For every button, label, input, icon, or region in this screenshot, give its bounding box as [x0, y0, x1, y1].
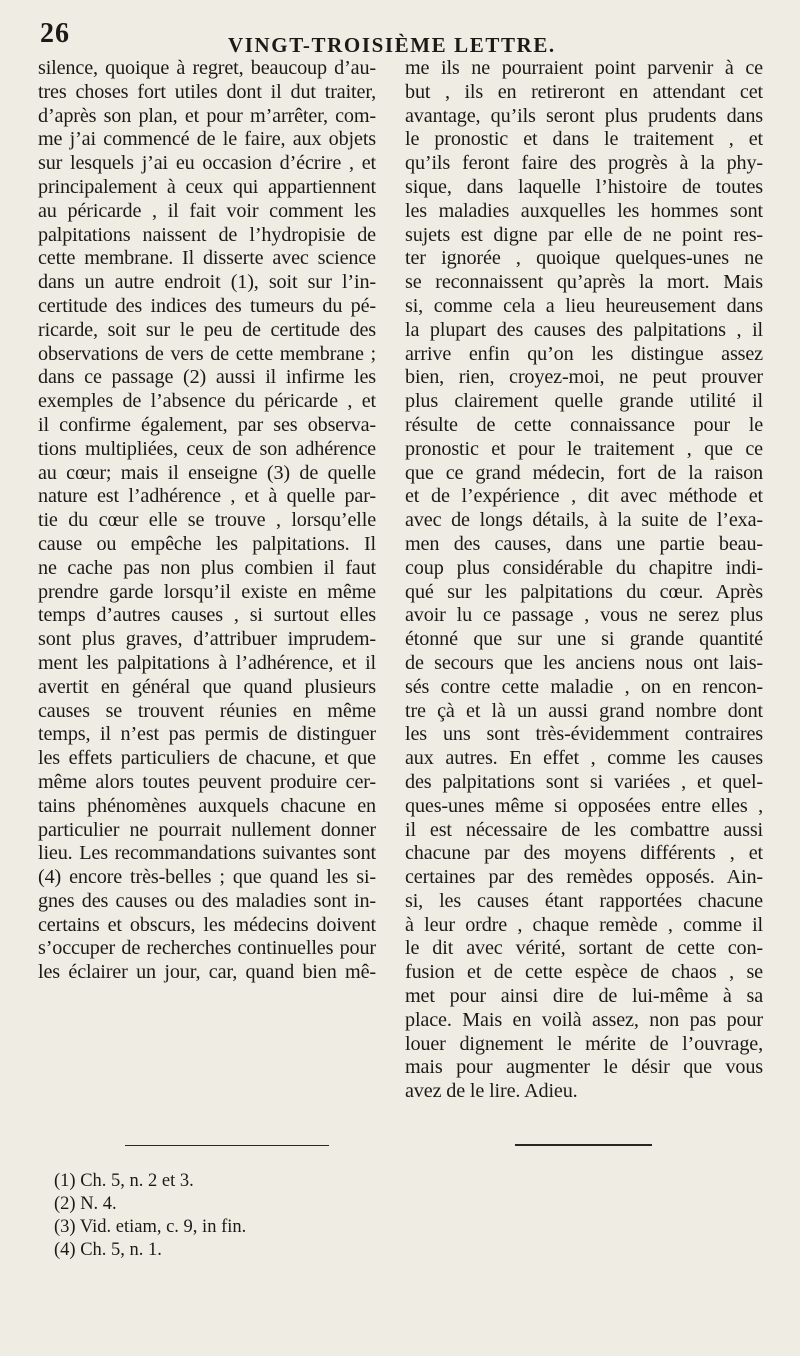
text-line: avantage, qu’ils seront plus prudents dans	[405, 104, 763, 127]
text-line: avoir lu ce passage , vous ne serez plus	[405, 604, 763, 627]
text-line: causes se trouvent réunies en même	[38, 699, 376, 722]
text-line: principalement à ceux qui appartiennent	[38, 175, 376, 198]
text-line: sique, dans laquelle l’histoire de toutes	[405, 175, 763, 198]
footnotes	[54, 1170, 246, 1262]
text-line: avez de le lire. Adieu.	[405, 1080, 578, 1103]
right-column	[405, 57, 763, 1104]
text-line: si, les causes étant rapportées chacune	[405, 889, 763, 912]
text-line: il confirme également, par ses observa-	[38, 413, 376, 436]
text-line: palpitations naissent de l’hydropisie de	[38, 223, 376, 246]
footnote: (1) Ch. 5, n. 2 et 3.	[54, 1171, 194, 1191]
text-line: de secours que les anciens nous ont lais-	[405, 651, 763, 674]
text-line: qué sur les palpitations du cœur. Après	[405, 580, 763, 603]
text-line: prendre garde lorsqu’il existe en même	[38, 580, 376, 603]
text-line: gnes des causes ou des maladies sont in-	[38, 889, 376, 912]
text-line: me ils ne pourraient point parvenir à ce	[405, 57, 763, 79]
text-line: à leur ordre , chaque remède , comme il	[405, 913, 763, 936]
text-line: cette membrane. Il disserte avec science	[38, 247, 376, 270]
text-line: temps, il n’est pas permis de distinguer	[38, 723, 376, 746]
text-line: certains et obscurs, les médecins doivent	[38, 913, 376, 936]
text-line: ricarde, soit sur le peu de certitude des	[38, 318, 376, 341]
text-line: ne cache pas non plus combien il faut	[38, 556, 376, 579]
text-line: ment les palpitations à l’adhérence, et il	[38, 651, 376, 674]
running-title: VINGT-TROISIÈME LETTRE.	[228, 33, 556, 57]
text-line: but , ils en retireront en attendant cet	[405, 80, 763, 103]
text-line: et de l’expérience , dit avec méthode et	[405, 485, 763, 508]
text-line: même alors toutes peuvent produire cer-	[38, 770, 376, 793]
text-line: le dit avec vérité, sortant de cette con-	[405, 937, 763, 960]
text-line: coup plus considérable du chapitre indi-	[405, 556, 763, 579]
text-line: fusion et de cette espèce de chaos , se	[405, 961, 763, 984]
text-line: sujets est digne par elle de ne point res-	[405, 223, 763, 246]
text-line: les uns sont très-évidemment contraires	[405, 723, 763, 746]
text-line: nature est l’adhérence , et à quelle par-	[38, 485, 376, 508]
text-line: certaines par des remèdes opposés. Ain-	[405, 866, 763, 889]
text-line: ter ignorée , quoique quelques-unes ne	[405, 247, 763, 270]
text-line: tions multipliées, ceux de son adhérence	[38, 437, 376, 460]
text-line: silence, quoique à regret, beaucoup d’au-	[38, 57, 376, 79]
text-line: men des causes, dans une partie beau-	[405, 532, 763, 555]
text-line: ques-unes même si opposées entre elles ,	[405, 794, 763, 817]
footnote: (3) Vid. etiam, c. 9, in fin.	[54, 1217, 247, 1237]
text-line: plus clairement quelle grande utilité il	[405, 390, 763, 413]
text-line: dans un autre endroit (1), soit sur l’in-	[38, 271, 376, 294]
text-line: s’occuper de recherches continuelles pour	[38, 937, 376, 960]
text-line: place. Mais en voilà assez, non pas pour	[405, 1008, 763, 1031]
text-line: tie du cœur elle se trouve , lorsqu’elle	[38, 509, 376, 532]
text-line: les effets particuliers de chacune, et que	[38, 747, 376, 770]
text-line: sont plus graves, d’attribuer imprudem-	[38, 628, 376, 651]
text-line: si, comme cela a lieu heureusement dans	[405, 294, 763, 317]
text-line: tains phénomènes auxquels chacune en	[38, 794, 376, 817]
text-line: sur lesquels j’ai eu occasion d’écrire , et	[38, 152, 376, 175]
text-line: temps d’autres causes , si surtout elles	[38, 604, 376, 627]
text-line: me j’ai commencé de le faire, aux objets	[38, 128, 376, 151]
footnote: (2) N. 4.	[54, 1194, 117, 1214]
text-line: il est nécessaire de les combattre aussi	[405, 818, 763, 841]
text-line: arrive enfin qu’on les distingue assez	[405, 342, 763, 365]
text-line: dans ce passage (2) aussi il infirme les	[38, 366, 376, 389]
text-line: au péricarde , il fait voir comment les	[38, 199, 376, 222]
text-line: tres choses fort utiles dont il dut traiter,	[38, 80, 376, 103]
footnote: (4) Ch. 5, n. 1.	[54, 1240, 162, 1260]
text-line: louer dignement le mérite de l’ouvrage,	[405, 1032, 763, 1055]
left-column	[38, 57, 376, 985]
text-line: étonné que sur une si grande quantité	[405, 628, 763, 651]
text-line: les maladies auxquelles les hommes sont	[405, 199, 763, 222]
text-line: exemples de l’absence du péricarde , et	[38, 390, 376, 413]
text-line: que ce grand médecin, fort de la raison	[405, 461, 763, 484]
text-line: observations de vers de cette membrane ;	[38, 342, 376, 365]
text-line: avertit en général que quand plusieurs	[38, 675, 376, 698]
text-line: pronostic et pour le traitement , que ce	[405, 437, 763, 460]
text-line: lieu. Les recommandations suivantes sont	[38, 842, 376, 865]
text-line: (4) encore très-belles ; que quand les si-	[38, 866, 376, 889]
text-line: sés contre cette maladie , on en rencon-	[405, 675, 763, 698]
text-line: cause ou empêche les palpitations. Il	[38, 532, 376, 555]
text-line: chacune par des moyens différents , et	[405, 842, 763, 865]
text-line: des palpitations sont si variées , et quel-	[405, 770, 763, 793]
text-line: d’après son plan, et pour m’arrêter, com-	[38, 104, 376, 127]
text-line: se reconnaissent qu’après la mort. Mais	[405, 271, 763, 294]
page-number: 26	[40, 18, 70, 49]
text-line: aux autres. En effet , comme les causes	[405, 747, 763, 770]
footnote-rule	[125, 1145, 329, 1146]
text-line: le pronostic et dans le traitement , et	[405, 128, 763, 151]
text-line: mais pour augmenter le désir que vous	[405, 1056, 763, 1079]
text-line: résulte de cette connaissance pour le	[405, 413, 763, 436]
text-line: au cœur; mais il enseigne (3) de quelle	[38, 461, 376, 484]
text-line: tre çà et là un aussi grand nombre dont	[405, 699, 763, 722]
end-rule	[515, 1144, 652, 1146]
text-line: avec de longs détails, à la suite de l’exa-	[405, 509, 763, 532]
text-line: certitude des indices des tumeurs du pé-	[38, 294, 376, 317]
text-line: la plupart des causes des palpitations , il	[405, 318, 763, 341]
text-line: les éclairer un jour, car, quand bien mê-	[38, 961, 376, 984]
text-line: particulier ne pourrait nullement donner	[38, 818, 376, 841]
text-line: qu’ils feront faire des progrès à la phy-	[405, 152, 763, 175]
text-line: bien, rien, croyez-moi, ne peut prouver	[405, 366, 763, 389]
text-line: met pour ainsi dire de lui-même à sa	[405, 985, 763, 1008]
